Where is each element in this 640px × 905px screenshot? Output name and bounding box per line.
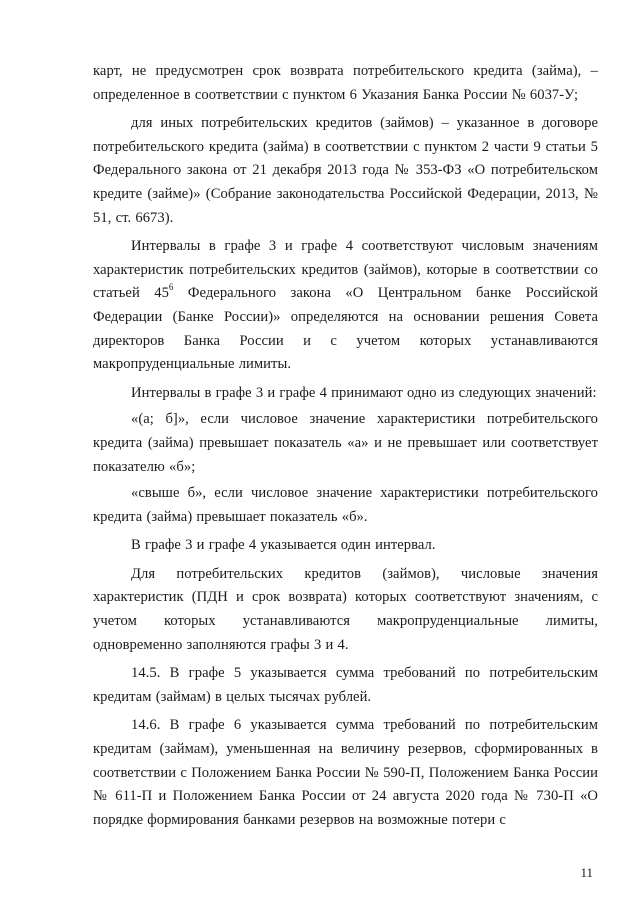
footnote-superscript: 6 [168, 282, 174, 293]
text-line: кредите (займе)» (Собрание законодательства Российской Федерации, 2013, [93, 185, 579, 202]
paragraph-continuation [93, 60, 598, 107]
paragraph-interval-a-b [93, 408, 598, 479]
paragraph-14-6 [93, 714, 598, 832]
text-line: карт, не предусмотрен срок возврата потребительского кредита (займа), – [93, 63, 598, 79]
text-line: показателю «б»; [93, 458, 196, 475]
text-line: характеристик (ПДН и срок возврата) которых соответствуют значениям, с [93, 589, 598, 606]
text-line: «О порядке формирования банками резервов на возможные потери с [93, 788, 598, 828]
paragraph-single-interval [93, 534, 598, 558]
text-line: одновременно заполняются графы 3 и 4. [93, 636, 349, 653]
text-line: определенное в соответствии с пунктом 6 Указания Банка России № 6037-У; [93, 86, 579, 103]
text-line: «свыше б», если числовое значение характеристики потребительского [131, 485, 598, 502]
text-line: Интервалы в графе 3 и графе 4 принимают одно из следующих значений: [131, 384, 597, 401]
text-line: кредита (займа) превышает показатель «б». [93, 508, 368, 525]
text-line: статьей 45 [93, 285, 169, 302]
paragraph-interval-above-b [93, 482, 598, 529]
paragraph-fill-columns [93, 563, 598, 657]
page-number: 11 [580, 865, 593, 880]
text-line: потребительского кредита (займа) в соответствии с пунктом 2 части 9 статьи 5 [93, 138, 598, 155]
text-line: кредитам (займам) в целых тысячах рублей. [93, 688, 372, 705]
text-line: характеристик потребительских кредитов (займов), которые в соответствии со [93, 261, 598, 278]
text-line: № 51, ст. 6673). [93, 185, 599, 226]
paragraph-14-5 [93, 662, 598, 709]
text-line: 14.5. В графе 5 указывается сумма требований по потребительским [131, 665, 598, 682]
paragraph-interval-values [93, 382, 598, 406]
text-line: кредита (займа) превышает показатель «а» и не превышает или соответствует [93, 434, 598, 451]
document-body [93, 60, 598, 832]
text-line: директоров Банка России и с учетом которых устанавливаются [93, 332, 598, 349]
text-line: Федерального закона «О Центральном банке Российской [173, 285, 598, 302]
text-line: соответствии с Положением Банка России № 590-П, Положением Банка России [93, 764, 598, 781]
paragraph-other-loans [93, 112, 598, 230]
text-line: Федерального закона от 21 декабря 2013 года № 353-ФЗ «О потребительском [93, 162, 598, 179]
text-line: учетом которых устанавливаются макропруденциальные лимиты, [93, 613, 598, 630]
text-line: для иных потребительских кредитов (займов) – указанное в договоре [131, 115, 598, 132]
paragraph-intervals-definition [93, 235, 598, 377]
text-line: № 611-П и Положением Банка России от 24 августа 2020 года № 730-П [93, 788, 574, 805]
text-line: Интервалы в графе 3 и графе 4 соответствуют числовым значениям [131, 238, 598, 255]
text-line: «(а; б]», если числовое значение характеристики потребительского [131, 411, 598, 428]
text-line: В графе 3 и графе 4 указывается один интервал. [131, 537, 436, 554]
text-line: макропруденциальные лимиты. [93, 356, 292, 373]
text-line: Федерации (Банке России)» определяются на основании решения Совета [93, 308, 598, 325]
text-line: кредитам (займам), уменьшенная на величину резервов, сформированных в [93, 741, 598, 758]
text-line: Для потребительских кредитов (займов), числовые значения [131, 565, 598, 582]
text-line: 14.6. В графе 6 указывается сумма требований по потребительским [131, 717, 598, 734]
